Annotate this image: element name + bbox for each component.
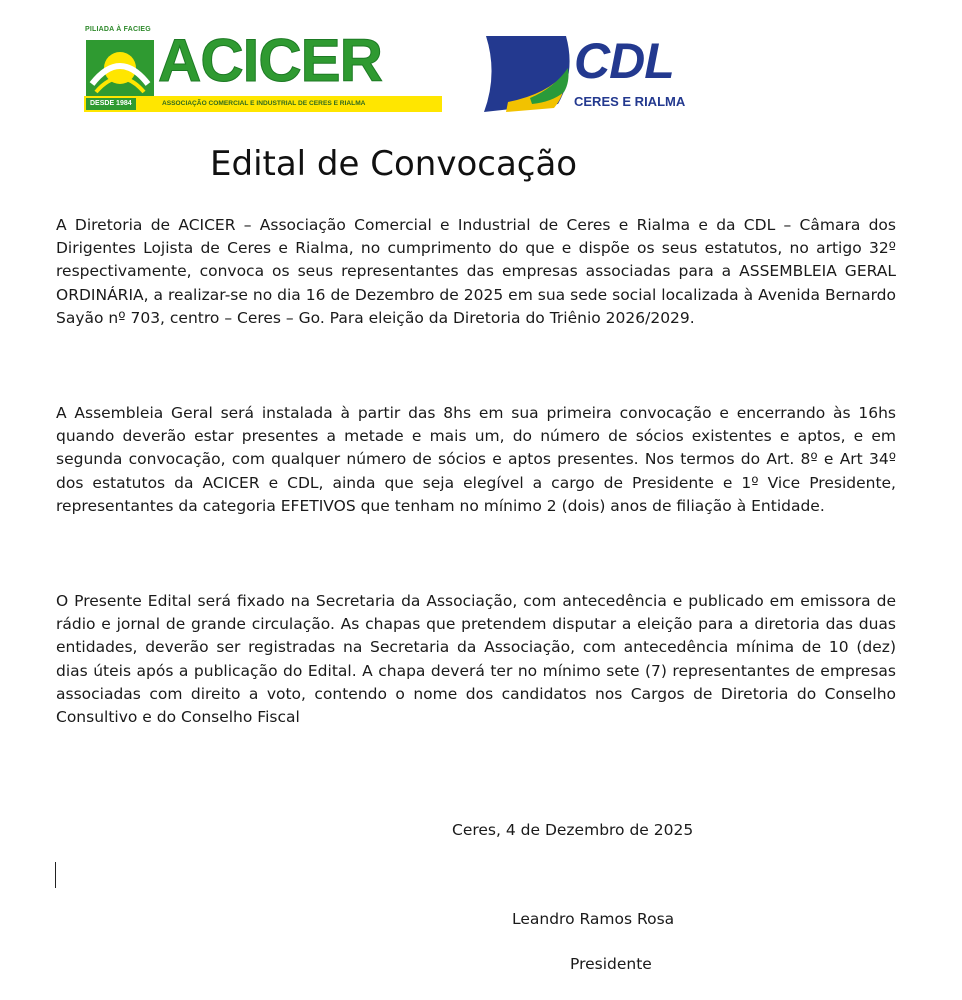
- paragraph-convocation: A Diretoria de ACICER – Associação Comercial e Industrial de Ceres e Rialma e da CDL – Câmara dos Dirigentes Lojista de Ceres e Rialma, no cumprimento do que e dispõe os seus estatutos, no artigo 32º respectivamente, convoca os seus representantes das empresas associadas para a ASSEMBLEIA GERAL ORDINÁRIA, a realizar-se no dia 16 de Dezembro de 2025 em sua sede social localizada à Avenida Bernardo Sayão nº 703, centro – Ceres – Go. Para eleição da Diretoria do Triênio 2026/2029.: [56, 216, 896, 327]
- acicer-full-name: ASSOCIAÇÃO COMERCIAL E INDUSTRIAL DE CERES E RIALMA: [162, 100, 366, 107]
- paragraph-assembly: A Assembleia Geral será instalada à partir das 8hs em sua primeira convocação e encerrando às 16hs quando deverão estar presentes a metade e mais um, do número de sócios existentes e aptos, e em segunda convocação, com qualquer número de sócios e aptos presentes. Nos termos do Art. 8º e Art 34º dos estatutos da ACICER e CDL, ainda que seja elegível a cargo de Presidente e 1º Vice Presidente, representantes da categoria EFETIVOS que tenham no mínimo 2 (dois) anos de filiação à Entidade.: [56, 404, 896, 515]
- page-title: Edital de Convocação: [210, 144, 578, 184]
- header-logos: [84, 24, 704, 120]
- cdl-logo-icon: [478, 32, 574, 116]
- acicer-tagline: PILIADA À FACIEG: [85, 26, 151, 33]
- date-line: Ceres, 4 de Dezembro de 2025: [452, 821, 694, 839]
- cdl-wordmark: CDL: [574, 33, 674, 89]
- text-cursor[interactable]: [55, 862, 56, 888]
- cdl-subtitle: CERES E RIALMA: [574, 94, 686, 109]
- acicer-logo: [84, 26, 442, 114]
- cdl-logo: [478, 32, 704, 116]
- signer-role: Presidente: [570, 955, 652, 973]
- acicer-since: DESDE 1984: [86, 98, 136, 110]
- paragraph-registration: O Presente Edital será fixado na Secretaria da Associação, com antecedência e publicado em emissora de rádio e jornal de grande circulação. As chapas que pretendem disputar a eleição para a diretoria das duas entidades, deverão ser registradas na Secretaria da Associação, com antecedência mínima de 10 (dez) dias úteis após a publicação do Edital. A chapa deverá ter no mínimo sete (7) representantes de empresas associadas com direito a voto, contendo o nome dos candidatos nos Cargos de Diretoria do Conselho Consultivo e do Conselho Fiscal: [56, 592, 896, 727]
- signer-name: Leandro Ramos Rosa: [512, 910, 675, 928]
- acicer-logo-icon: [86, 40, 154, 96]
- acicer-wordmark: ACICER: [158, 27, 383, 94]
